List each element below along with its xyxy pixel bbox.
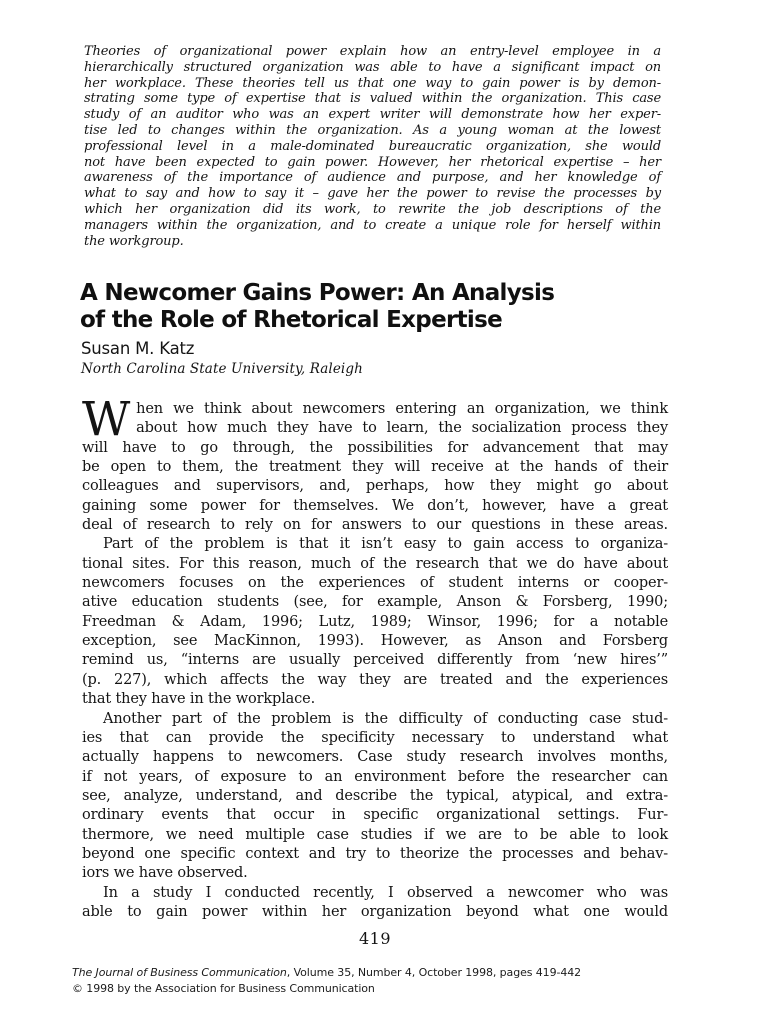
footer <box>72 965 692 996</box>
body-line: be open to them, the treatment they will receive at the hands of their <box>82 459 668 476</box>
body-line: colleagues and supervisors, and, perhaps, how they might go about <box>82 478 668 495</box>
body-line: ies that can provide the specificity necessary to understand what <box>82 729 668 746</box>
body-line: Part of the problem is that it isn’t easy to gain access to organiza- <box>103 536 668 553</box>
body-line: Freedman & Adam, 1996; Lutz, 1989; Winsor, 1996; for a notable <box>82 613 668 630</box>
body-line: ative education students (see, for example, Anson & Forsberg, 1990; <box>82 594 668 611</box>
abstract-line: Theories of organizational power explain how an entry-level employee in a <box>84 44 661 59</box>
body-line: will have to go through, the possibilities for advancement that may <box>82 439 668 456</box>
body-text <box>82 392 668 922</box>
abstract-line: her workplace. These theories tell us that one way to gain power is by demon- <box>84 75 661 91</box>
body-line: see, analyze, understand, and describe the typical, atypical, and extra- <box>82 787 668 804</box>
abstract-line: the workgroup. <box>84 233 184 249</box>
body-line: Another part of the problem is the difficulty of conducting case stud- <box>103 710 668 727</box>
page-number: 419 <box>358 929 392 948</box>
abstract-line: strating some type of expertise that is valued within the organization. This case <box>84 91 661 107</box>
body-line: tional sites. For this reason, much of the research that we do have about <box>82 555 668 572</box>
body-line: In a study I conducted recently, I observed a newcomer who was <box>103 884 668 901</box>
footer-citation-rest: , Volume 35, Number 4, October 1998, pages 419-442 <box>286 966 582 979</box>
body-line: iors we have observed. <box>82 865 248 882</box>
body-line: that they have in the workplace. <box>82 691 316 708</box>
drop-cap: W <box>82 392 131 447</box>
abstract-line: professional level in a male-dominated bureaucratic organization, she would <box>84 138 661 154</box>
body-line: beyond one specific context and try to theorize the processes and behav- <box>82 845 668 862</box>
body-line: exception, see MacKinnon, 1993). However, as Anson and Forsberg <box>82 633 668 650</box>
body-line: able to gain power within her organization beyond what one would <box>82 903 668 920</box>
abstract-line: tise led to changes within the organization. As a young woman at the lowest <box>84 122 661 138</box>
abstract-line: study of an auditor who was an expert writer will demonstrate how her exper- <box>84 107 661 123</box>
author-affiliation: North Carolina State University, Raleigh <box>81 361 363 377</box>
abstract <box>84 44 661 249</box>
abstract-line: managers within the organization, and to create a unique role for herself within <box>84 217 661 233</box>
body-line: newcomers focuses on the experiences of student interns or cooper- <box>82 575 668 592</box>
abstract-line: which her organization did its work, to rewrite the job descriptions of the <box>84 201 661 217</box>
body-line: remind us, “interns are usually perceived differently from ‘new hires’” <box>82 652 668 669</box>
body-line: gaining some power for themselves. We don’t, however, have a great <box>82 497 668 514</box>
abstract-line: what to say and how to say it – gave her the power to revise the processes by <box>84 186 661 202</box>
body-line: hen we think about newcomers entering an organization, we think <box>136 401 668 417</box>
abstract-line: hierarchically structured organization was able to have a significant impact on <box>84 59 661 75</box>
abstract-line: not have been expected to gain power. However, her rhetorical expertise – her <box>84 154 661 170</box>
body-line: thermore, we need multiple case studies if we are to be able to look <box>82 826 668 843</box>
abstract-line: awareness of the importance of audience and purpose, and her knowledge of <box>84 170 661 186</box>
body-line: if not years, of exposure to an environment before the researcher can <box>82 768 668 785</box>
body-line: ordinary events that occur in specific organizational settings. Fur- <box>82 807 668 824</box>
footer-copyright: © 1998 by the Association for Business Communication <box>72 981 375 995</box>
article-title-line-2: of the Role of Rhetorical Expertise <box>80 306 502 333</box>
article-title <box>80 280 554 333</box>
footer-journal-title: The Journal of Business Communication <box>72 966 287 979</box>
body-line: about how much they have to learn, the socialization process they <box>136 420 668 437</box>
body-line: actually happens to newcomers. Case study research involves months, <box>82 749 668 766</box>
body-line: deal of research to rely on for answers to our questions in these areas. <box>82 517 668 534</box>
body-line: (p. 227), which affects the way they are treated and the experiences <box>82 671 668 688</box>
author-name: Susan M. Katz <box>81 339 195 358</box>
footer-citation <box>72 965 692 981</box>
article-title-line-1: A Newcomer Gains Power: An Analysis <box>80 280 555 306</box>
